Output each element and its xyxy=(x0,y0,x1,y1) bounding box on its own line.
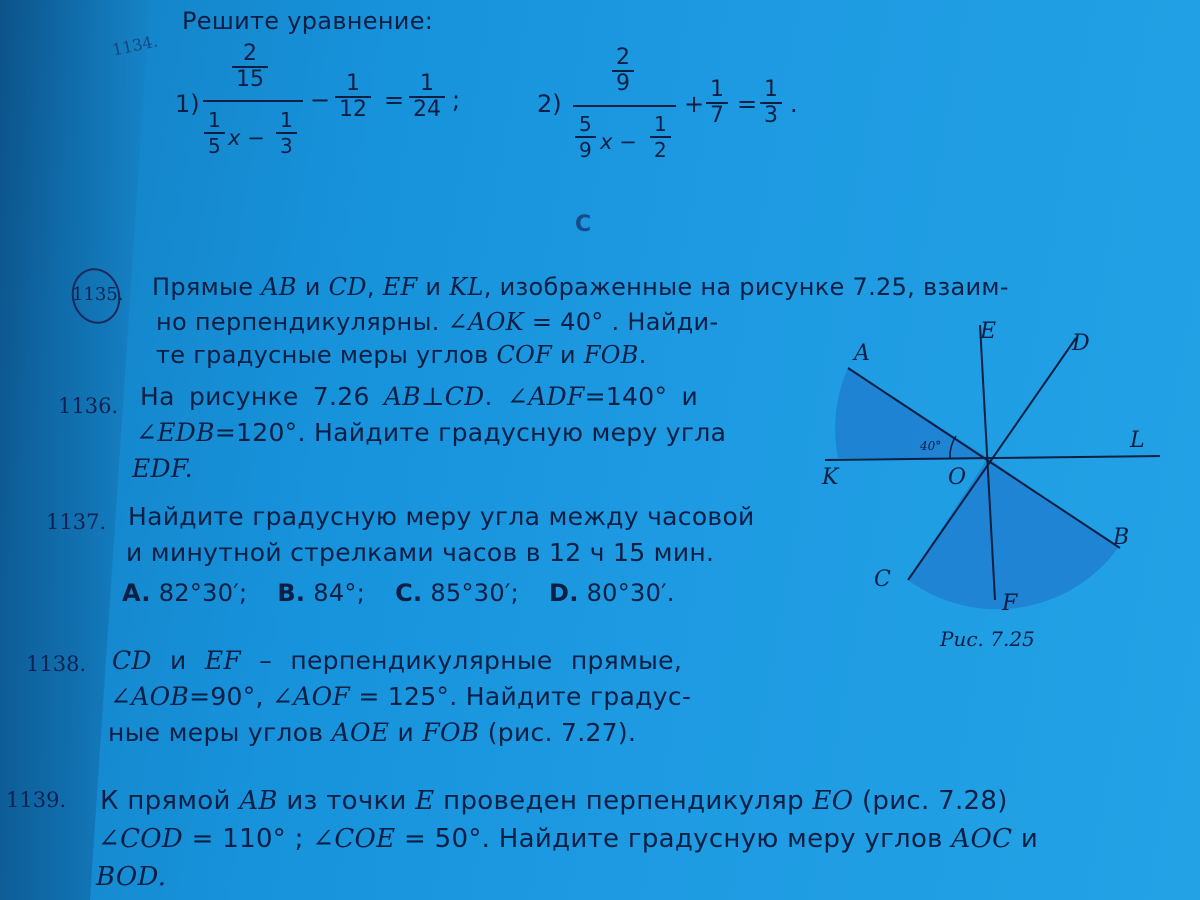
text: – перпендикулярные прямые, xyxy=(241,646,683,675)
text: , xyxy=(366,273,383,301)
math-angle-edb: ∠EDB xyxy=(136,418,215,447)
label-e: E xyxy=(980,319,997,344)
problem-1137-line-2: и минутной стрелками часов в 12 ч 15 мин. xyxy=(126,538,715,567)
problem-number-1134: 1134. xyxy=(110,31,160,60)
label-a: A xyxy=(854,341,870,366)
text: (рис. 7.27). xyxy=(479,718,637,747)
math-e: E xyxy=(415,786,435,816)
eq1-x-minus: x − xyxy=(228,126,265,150)
label-l: L xyxy=(1130,428,1145,453)
math-aoc: AOC xyxy=(951,824,1013,854)
book-spine-shadow xyxy=(0,0,150,900)
eq1-top-num: 2 xyxy=(232,42,268,68)
problem-1136-line-1 xyxy=(140,382,698,412)
problem-1136-line-2 xyxy=(136,418,726,448)
eq2-equals: = xyxy=(737,90,758,118)
eq1-inner2-num: 1 xyxy=(276,108,297,134)
math-ab-perp-cd: AB⊥CD xyxy=(383,382,485,411)
option-a-letter: A. xyxy=(122,579,151,607)
math-eo: EO xyxy=(812,786,854,816)
eq1-semicolon: ; xyxy=(452,86,461,114)
text: и xyxy=(151,646,205,675)
problem-1137-options xyxy=(122,578,675,608)
eq1-fraction-2 xyxy=(335,72,371,122)
eq2-inner1-den: 9 xyxy=(579,138,592,162)
figure-caption: Рис. 7.25 xyxy=(940,627,1035,650)
math-ef: EF xyxy=(382,273,418,301)
eq2-plus: + xyxy=(684,90,705,118)
problem-1135-line-1 xyxy=(152,272,1009,302)
angle-label-40: 40° xyxy=(920,439,942,453)
text: = 110° ; xyxy=(183,824,313,854)
text: ные меры углов xyxy=(108,718,332,747)
eq1-minus: − xyxy=(310,86,331,114)
problem-number-1137: 1137. xyxy=(46,510,107,534)
label-k: K xyxy=(822,465,839,490)
math-angle-cod: ∠COD xyxy=(98,824,184,854)
eq1-main-fraction-bar xyxy=(203,100,303,102)
eq1-f3-num: 1 xyxy=(409,72,445,98)
math-aoe: AOE xyxy=(331,718,390,747)
text: и xyxy=(552,341,584,369)
eq2-top-num: 2 xyxy=(612,46,634,72)
eq2-f2-num: 1 xyxy=(706,78,728,104)
eq2-outer-numerator-fraction xyxy=(612,46,634,96)
figure-7-25 xyxy=(820,310,1180,650)
text: Прямые xyxy=(152,273,262,301)
problem-1135-line-3 xyxy=(156,340,647,370)
math-ab: AB xyxy=(239,786,278,816)
text: и xyxy=(417,273,450,301)
problem-1139-line-3: BOD. xyxy=(96,862,167,892)
option-b-letter: B. xyxy=(277,579,306,607)
problem-number-1138: 1138. xyxy=(26,652,87,676)
eq2-inner-fraction-1 xyxy=(575,112,596,162)
option-b-value: 84°; xyxy=(313,579,366,607)
eq1-inner2-den: 3 xyxy=(280,134,293,158)
problem-number-1139: 1139. xyxy=(6,788,67,812)
text: (рис. 7.28) xyxy=(853,786,1008,816)
math-cd: CD xyxy=(112,646,152,675)
eq1-equals: = xyxy=(384,86,405,114)
math-angle-aok: ∠AOK xyxy=(447,308,524,336)
math-kl: KL xyxy=(449,273,484,301)
problem-number-1136: 1136. xyxy=(58,394,119,418)
eq1-f3-den: 24 xyxy=(413,97,441,122)
eq1-outer-numerator-fraction xyxy=(232,42,268,92)
math-ab: AB xyxy=(261,273,297,301)
text: . xyxy=(638,341,647,369)
text: =90°, xyxy=(189,682,273,711)
eq2-inner2-num: 1 xyxy=(650,112,671,138)
label-o: O xyxy=(948,465,967,490)
problem-number-1135: 1135. xyxy=(72,284,124,305)
math-angle-coe: ∠COE xyxy=(312,824,396,854)
eq1-inner-fraction-1 xyxy=(204,108,225,158)
problem-1138-line-3 xyxy=(108,718,636,748)
text: из точки xyxy=(277,786,416,816)
math-fob: FOB xyxy=(583,341,639,369)
eq1-f2-num: 1 xyxy=(335,72,371,98)
eq1-inner-fraction-2 xyxy=(276,108,297,158)
eq2-fraction-2 xyxy=(706,78,728,128)
problem-1138-line-2 xyxy=(110,682,691,712)
problem-1139-line-1 xyxy=(100,786,1008,816)
eq2-inner-fraction-2 xyxy=(650,112,671,162)
eq1-f2-den: 12 xyxy=(339,97,367,122)
eq2-f3-den: 3 xyxy=(764,103,778,128)
text: проведен перпендикуляр xyxy=(434,786,813,816)
problem-1135-line-2 xyxy=(156,307,718,337)
option-a-value: 82°30′; xyxy=(158,579,248,607)
eq2-f2-den: 7 xyxy=(710,103,724,128)
problem-1136-line-3: EDF. xyxy=(132,454,193,483)
text: = 50°. Найдите градусную меру углов xyxy=(395,824,952,854)
problem-1137-line-1: Найдите градусную меру угла между часовой xyxy=(128,502,755,531)
option-d-value: 80°30′. xyxy=(586,579,675,607)
label-c: C xyxy=(874,567,891,592)
text: = 125°. Найдите градус- xyxy=(350,682,692,711)
problem-1139-line-2 xyxy=(98,824,1038,854)
math-cof: COF xyxy=(496,341,553,369)
text: и xyxy=(296,273,329,301)
eq1-top-den: 15 xyxy=(236,67,264,92)
eq2-inner1-num: 5 xyxy=(575,112,596,138)
eq2-fraction-3 xyxy=(760,78,782,128)
label-d: D xyxy=(1072,331,1090,356)
option-d-letter: D. xyxy=(549,579,579,607)
eq2-label: 2) xyxy=(537,90,562,118)
label-f: F xyxy=(1002,591,1018,616)
eq2-inner2-den: 2 xyxy=(654,138,667,162)
text: = 40° . Найди- xyxy=(523,308,719,336)
eq1-label: 1) xyxy=(175,90,200,118)
eq2-main-fraction-bar xyxy=(573,105,676,107)
eq2-period: . xyxy=(790,90,798,118)
section-letter-c: C xyxy=(575,212,592,237)
eq1-inner1-den: 5 xyxy=(208,134,221,158)
math-angle-aob: ∠AOB xyxy=(110,682,190,711)
label-b: B xyxy=(1113,525,1130,550)
text: но перпендикулярны. xyxy=(156,308,448,336)
text: те градусные меры углов xyxy=(156,341,497,369)
text: и xyxy=(1012,824,1039,854)
eq2-x-minus: x − xyxy=(600,130,637,154)
text: =120°. Найдите градусную меру угла xyxy=(214,418,727,447)
text: , изображенные на рисунке 7.25, взаим- xyxy=(483,273,1009,301)
math-ef: EF xyxy=(204,646,242,675)
option-c-value: 85°30′; xyxy=(430,579,520,607)
math-cd: CD xyxy=(328,273,367,301)
problem-1134-title: Решите уравнение: xyxy=(182,7,434,35)
eq1-inner1-num: 1 xyxy=(204,108,225,134)
text: . xyxy=(484,382,508,411)
text: К прямой xyxy=(100,786,240,816)
text: и xyxy=(389,718,423,747)
eq1-fraction-3 xyxy=(409,72,445,122)
problem-1138-line-1 xyxy=(112,646,682,676)
eq2-f3-num: 1 xyxy=(760,78,782,104)
math-angle-adf: ∠ADF xyxy=(507,382,585,411)
math-angle-aof: ∠AOF xyxy=(272,682,351,711)
text: На рисунке 7.26 xyxy=(140,382,384,411)
eq2-top-den: 9 xyxy=(616,71,630,96)
option-c-letter: C. xyxy=(395,579,423,607)
text: =140° и xyxy=(584,382,699,411)
math-fob: FOB xyxy=(422,718,480,747)
